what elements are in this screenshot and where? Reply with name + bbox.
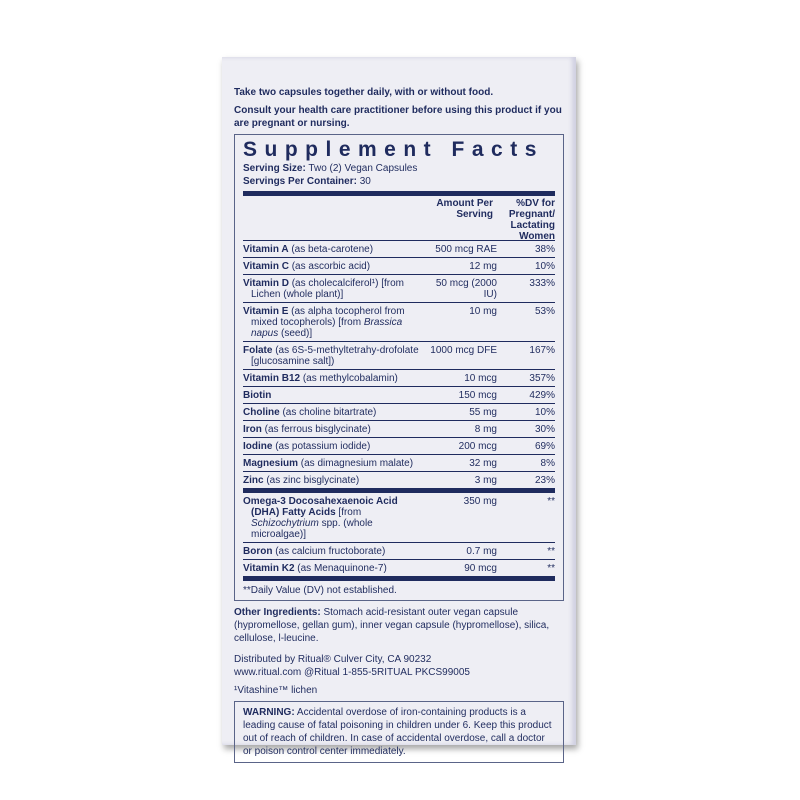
nutrient-amount: 10 mcg xyxy=(464,373,497,384)
nutrient-row xyxy=(243,275,555,303)
nutrient-table xyxy=(243,241,555,597)
nutrient-dv: 8% xyxy=(540,458,555,469)
nutrient-source: (seed)] xyxy=(278,328,313,339)
nutrient-amount: 0.7 mg xyxy=(466,546,497,557)
nutrient-source: (as alpha tocopherol from mixed tocopherols) [from xyxy=(251,306,405,328)
nutrient-dv: 429% xyxy=(529,390,555,401)
nutrient-name: Vitamin D xyxy=(243,278,289,289)
nutrient-dv: 167% xyxy=(529,345,555,356)
distributor: Distributed by Ritual® Culver City, CA 90232 xyxy=(234,654,432,665)
nutrient-dv: 10% xyxy=(534,261,555,272)
nutrient-dv: ** xyxy=(547,546,555,557)
nutrient-row xyxy=(243,370,555,387)
nutrient-amount: 350 mg xyxy=(463,496,497,507)
servings-label: Servings Per Container: xyxy=(243,176,357,187)
nutrient-name: Biotin xyxy=(243,390,272,401)
nutrient-source: (as cholecalciferol¹) [from Lichen (whole plant)] xyxy=(251,278,404,300)
nutrient-source: (as zinc bisglycinate) xyxy=(263,475,360,486)
nutrient-name: Iron xyxy=(243,424,262,435)
other-ingredients xyxy=(234,606,564,645)
nutrient-amount: 8 mg xyxy=(474,424,497,435)
nutrient-source: (as ferrous bisglycinate) xyxy=(261,424,371,435)
nutrient-source: (as Menaquinone-7) xyxy=(294,563,387,574)
iron-warning xyxy=(234,701,564,763)
nutrient-name: Choline xyxy=(243,407,280,418)
nutrient-row xyxy=(243,455,555,472)
nutrient-name-cell xyxy=(243,563,427,574)
other-ingredients-label: Other Ingredients: xyxy=(234,607,321,618)
nutrient-amount: 10 mg xyxy=(469,306,497,317)
nutrient-source: (as dimagnesium malate) xyxy=(298,458,414,469)
nutrient-name-cell xyxy=(243,496,427,540)
warning-text: Accidental overdose of iron-containing products is a leading cause of fatal poisoning in children under 6. Keep this product out of reach of children. In case of accidental overdose, call a doctor or poison control center immediately. xyxy=(243,707,552,757)
nutrient-row xyxy=(243,472,555,488)
nutrient-group-other xyxy=(243,493,555,576)
nutrient-row xyxy=(243,543,555,560)
nutrient-source: spp. (whole microalgae)] xyxy=(251,518,373,540)
serving-size-value: Two (2) Vegan Capsules xyxy=(305,163,418,174)
nutrient-name-cell xyxy=(243,424,427,435)
nutrient-source: Schizochytrium xyxy=(251,518,319,529)
nutrient-row xyxy=(243,560,555,576)
consult-note: Consult your health care practitioner before using this product if you are pregnant or nursing. xyxy=(234,105,562,129)
nutrient-name-cell xyxy=(243,441,427,452)
contact-info: www.ritual.com @Ritual 1-855-5RITUAL PKCS99005 xyxy=(234,667,470,678)
column-header-dv: %DV for Pregnant/ Lactating Women xyxy=(508,198,555,242)
nutrient-source: (as methylcobalamin) xyxy=(300,373,398,384)
nutrient-row xyxy=(243,404,555,421)
column-headers xyxy=(243,196,555,241)
nutrient-source: (as calcium fructoborate) xyxy=(272,546,386,557)
nutrient-source: [from xyxy=(335,507,362,518)
nutrient-name: Magnesium xyxy=(243,458,299,469)
nutrient-row xyxy=(243,342,555,370)
nutrient-name: Vitamin K2 xyxy=(243,563,295,574)
label-content xyxy=(234,86,564,763)
nutrient-dv: 30% xyxy=(534,424,555,435)
nutrient-dv: ** xyxy=(547,496,555,507)
nutrient-source: (as ascorbic acid) xyxy=(288,261,371,272)
nutrient-amount: 500 mcg RAE xyxy=(435,244,497,255)
nutrient-amount: 32 mg xyxy=(469,458,497,469)
nutrient-name-cell xyxy=(243,306,427,339)
nutrient-row xyxy=(243,258,555,275)
nutrient-dv: 23% xyxy=(534,475,555,486)
nutrient-name: Iodine xyxy=(243,441,273,452)
serving-size-label: Serving Size: xyxy=(243,163,306,174)
facts-title: Supplement Facts xyxy=(243,138,544,161)
nutrient-dv: ** xyxy=(547,563,555,574)
nutrient-source: Brassica napus xyxy=(251,317,403,339)
nutrient-amount: 200 mcg xyxy=(458,441,497,452)
nutrient-amount: 3 mg xyxy=(474,475,497,486)
nutrient-row xyxy=(243,303,555,342)
nutrient-name-cell xyxy=(243,373,427,384)
vitashine-footnote: ¹Vitashine™ lichen xyxy=(234,685,318,696)
nutrient-row xyxy=(243,438,555,455)
nutrient-name: Vitamin E xyxy=(243,306,289,317)
nutrient-name-cell xyxy=(243,546,427,557)
serving-size xyxy=(243,162,555,175)
nutrient-source: (as beta-carotene) xyxy=(288,244,374,255)
nutrient-name-cell xyxy=(243,244,427,255)
nutrient-source: (as 6S-5-methyltetrahy-drofolate [glucosamine salt]) xyxy=(251,345,419,367)
nutrient-amount: 55 mg xyxy=(469,407,497,418)
warning-label: WARNING: xyxy=(243,707,295,718)
nutrient-dv: 10% xyxy=(534,407,555,418)
nutrient-amount: 12 mg xyxy=(469,261,497,272)
nutrient-name-cell xyxy=(243,458,427,469)
nutrient-row xyxy=(243,241,555,258)
nutrient-row xyxy=(243,421,555,438)
dv-footnote: **Daily Value (DV) not established. xyxy=(243,585,397,596)
supplement-facts-panel xyxy=(234,134,564,601)
nutrient-dv: 333% xyxy=(529,278,555,289)
nutrient-name-cell xyxy=(243,407,427,418)
nutrient-amount: 150 mcg xyxy=(458,390,497,401)
other-ingredients-value: Stomach acid-resistant outer vegan capsule (hypromellose, gellan gum), inner vegan capsule (hypromellose), silica, cellulose, l-leucine. xyxy=(234,607,550,644)
nutrient-name-cell xyxy=(243,345,427,367)
nutrient-name: Vitamin C xyxy=(243,261,289,272)
column-header-amount: Amount Per Serving xyxy=(436,198,493,220)
nutrient-name: Zinc xyxy=(243,475,264,486)
directions: Take two capsules together daily, with or without food. xyxy=(234,87,494,98)
servings-value: 30 xyxy=(356,176,371,187)
nutrient-group-vitamins-minerals xyxy=(243,241,555,488)
nutrient-row xyxy=(243,387,555,404)
nutrient-amount: 90 mcg xyxy=(464,563,497,574)
nutrient-source: (as potassium iodide) xyxy=(272,441,371,452)
nutrient-name-cell xyxy=(243,390,427,401)
nutrient-name: Vitamin B12 xyxy=(243,373,301,384)
nutrient-name: Folate xyxy=(243,345,273,356)
nutrient-amount: 50 mcg (2000 IU) xyxy=(435,278,497,300)
nutrient-name-cell xyxy=(243,278,427,300)
nutrient-amount: 1000 mcg DFE xyxy=(430,345,497,356)
nutrient-name-cell xyxy=(243,475,427,486)
nutrient-name: Omega-3 Docosahexaenoic Acid (DHA) Fatty Acids xyxy=(243,496,398,518)
nutrient-dv: 53% xyxy=(534,306,555,317)
nutrient-dv: 69% xyxy=(534,441,555,452)
nutrient-dv: 38% xyxy=(534,244,555,255)
nutrient-name: Boron xyxy=(243,546,273,557)
nutrient-source: (as choline bitartrate) xyxy=(279,407,377,418)
nutrient-name: Vitamin A xyxy=(243,244,289,255)
nutrient-name-cell xyxy=(243,261,427,272)
nutrient-dv: 357% xyxy=(529,373,555,384)
servings-per-container xyxy=(243,175,555,188)
nutrient-row xyxy=(243,493,555,543)
